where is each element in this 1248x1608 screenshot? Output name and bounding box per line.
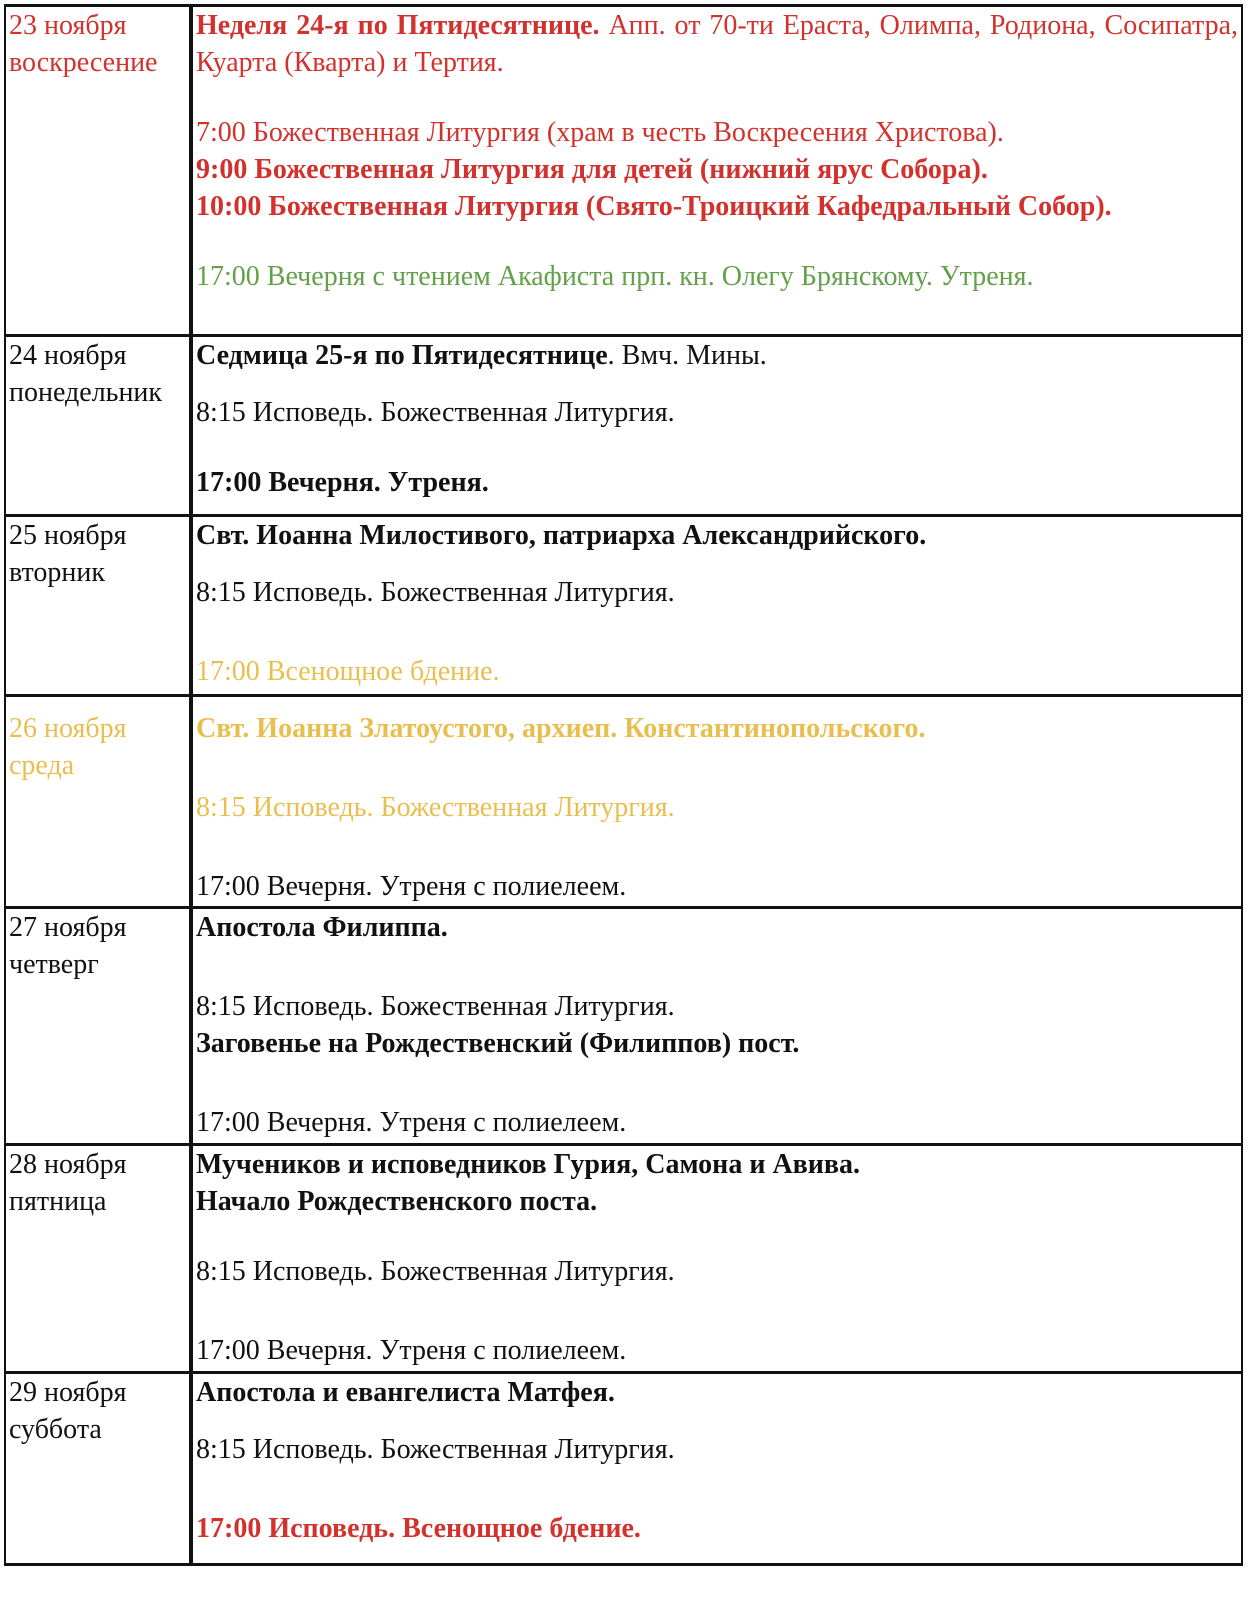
date-cell <box>5 6 191 336</box>
service-item: 17:00 Вечерня. Утреня. <box>196 467 489 498</box>
services-cell <box>191 6 1242 336</box>
service-item: 17:00 Вечерня. Утреня с полиелеем. <box>196 871 627 902</box>
service-item: Заговенье на Рождественский (Филиппов) пост. <box>196 1028 800 1059</box>
feast-title: Свт. Иоанна Милостивого, патриарха Александрийского. <box>196 520 927 551</box>
service-item: 17:00 Вечерня. Утреня с полиелеем. <box>196 1107 627 1138</box>
service-item: 17:00 Вечерня. Утреня с полиелеем. <box>196 1335 627 1366</box>
date-label: 24 ноября <box>9 340 127 371</box>
service-item: 7:00 Божественная Литургия (храм в честь Воскресения Христова). <box>196 117 1004 148</box>
service-item: 8:15 Исповедь. Божественная Литургия. <box>196 991 675 1022</box>
schedule-table <box>4 4 1243 1566</box>
service-item: 9:00 Божественная Литургия для детей (нижний ярус Собора). <box>196 154 988 185</box>
services-cell <box>191 696 1242 908</box>
feast-subtitle: Начало Рождественского поста. <box>196 1186 598 1217</box>
weekday-label: четверг <box>9 949 99 980</box>
service-item: 8:15 Исповедь. Божественная Литургия. <box>196 577 675 608</box>
date-cell <box>5 336 191 516</box>
day-row <box>5 336 1242 516</box>
feast-title: Свт. Иоанна Златоустого, архиеп. Константинопольского. <box>196 713 926 744</box>
weekday-label: вторник <box>9 557 105 588</box>
service-item: 17:00 Всенощное бдение. <box>196 656 500 687</box>
day-row <box>5 908 1242 1145</box>
services-cell <box>191 1145 1242 1373</box>
date-cell <box>5 516 191 696</box>
feast-title: Мучеников и исповедников Гурия, Самона и Авива. <box>196 1149 861 1180</box>
date-label: 23 ноября <box>9 10 127 41</box>
date-label: 26 ноября <box>9 713 127 744</box>
date-label: 27 ноября <box>9 912 127 943</box>
day-row <box>5 1145 1242 1373</box>
service-item: 10:00 Божественная Литургия (Свято-Троицкий Кафедральный Собор). <box>196 191 1112 222</box>
service-item: 8:15 Исповедь. Божественная Литургия. <box>196 1256 675 1287</box>
service-item: 17:00 Вечерня с чтением Акафиста прп. кн. Олегу Брянскому. Утреня. <box>196 261 1034 292</box>
service-item: 8:15 Исповедь. Божественная Литургия. <box>196 1434 675 1465</box>
services-cell <box>191 1373 1242 1565</box>
services-cell <box>191 516 1242 696</box>
date-cell <box>5 908 191 1145</box>
weekday-label: пятница <box>9 1186 107 1217</box>
date-cell <box>5 696 191 908</box>
date-label: 29 ноября <box>9 1377 127 1408</box>
day-row <box>5 696 1242 908</box>
weekday-label: среда <box>9 750 75 781</box>
date-cell <box>5 1145 191 1373</box>
day-row <box>5 516 1242 696</box>
feast-title: Неделя 24-я по Пятидесятнице. Апп. от 70-ти Ераста, Олимпа, Родиона, Сосипатра, Куарта (Кварта) и Тертия. <box>196 10 1238 78</box>
service-item: 8:15 Исповедь. Божественная Литургия. <box>196 792 675 823</box>
weekday-label: воскресение <box>9 47 158 78</box>
weekday-label: понедельник <box>9 377 163 408</box>
weekday-label: суббота <box>9 1414 102 1445</box>
date-label: 25 ноября <box>9 520 127 551</box>
day-row <box>5 6 1242 336</box>
feast-title: Седмица 25-я по Пятидесятнице. Вмч. Мины. <box>196 340 767 371</box>
feast-title: Апостола Филиппа. <box>196 912 448 943</box>
feast-title: Апостола и евангелиста Матфея. <box>196 1377 615 1408</box>
service-item: 17:00 Исповедь. Всенощное бдение. <box>196 1513 641 1544</box>
service-item: 8:15 Исповедь. Божественная Литургия. <box>196 397 675 428</box>
services-cell <box>191 908 1242 1145</box>
services-cell <box>191 336 1242 516</box>
date-label: 28 ноября <box>9 1149 127 1180</box>
day-row <box>5 1373 1242 1565</box>
date-cell <box>5 1373 191 1565</box>
